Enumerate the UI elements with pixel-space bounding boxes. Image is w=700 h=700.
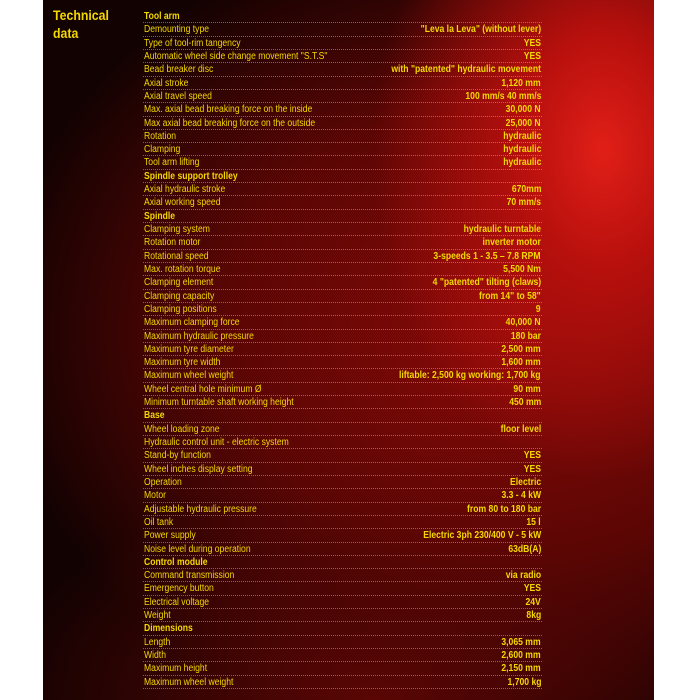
spec-label: Wheel inches display setting <box>144 463 253 475</box>
spec-value: 15 l <box>526 516 541 528</box>
section-title: Spindle <box>144 210 176 222</box>
spec-label: Operation <box>144 476 182 488</box>
spec-value: 3.3 - 4 kW <box>501 490 541 502</box>
spec-label: Minimum turntable shaft working height <box>144 397 294 409</box>
spec-label: Maximum tyre diameter <box>144 343 234 355</box>
spec-label: Electrical voltage <box>144 596 210 608</box>
spec-value: 30,000 N <box>506 104 541 116</box>
spec-row <box>143 516 542 529</box>
spec-row <box>143 676 542 689</box>
spec-row <box>143 290 542 303</box>
spec-value: 1,700 kg <box>507 676 541 688</box>
section-title: Dimensions <box>144 623 193 635</box>
spec-row <box>143 343 542 356</box>
spec-row <box>143 263 542 276</box>
spec-row <box>143 330 542 343</box>
spec-row <box>143 356 542 369</box>
spec-value: 4 "patented" tilting (claws) <box>432 277 541 289</box>
spec-value: from 80 to 180 bar <box>466 503 541 515</box>
spec-row <box>143 77 542 90</box>
spec-label: Maximum height <box>144 663 208 675</box>
spec-row <box>143 662 542 675</box>
spec-row <box>143 37 542 50</box>
spec-label: Maximum tyre width <box>144 357 221 369</box>
spec-row <box>143 50 542 63</box>
spec-label: Automatic wheel side change movement "S.T.S" <box>144 50 328 62</box>
spec-value: 3-speeds 1 - 3.5 – 7.8 RPM <box>433 250 541 262</box>
spec-row <box>143 423 542 436</box>
spec-label: Emergency button <box>144 583 214 595</box>
spec-value: via radio <box>505 570 541 582</box>
spec-row <box>143 649 542 662</box>
section-header <box>143 622 542 635</box>
section-header <box>143 556 542 569</box>
spec-row <box>143 436 542 449</box>
spec-value: 2,150 mm <box>501 663 541 675</box>
section-header <box>143 409 542 422</box>
spec-label: Wheel central hole minimum Ø <box>144 383 262 395</box>
section-header <box>143 10 542 23</box>
spec-value: YES <box>523 37 541 49</box>
spec-row <box>143 449 542 462</box>
spec-value: liftable: 2,500 kg working: 1,700 kg <box>399 370 541 382</box>
spec-value: 2,500 mm <box>501 343 541 355</box>
spec-label: Rotational speed <box>144 250 209 262</box>
spec-value: 100 mm/s 40 mm/s <box>464 90 541 102</box>
spec-row <box>143 103 542 116</box>
spec-value: 3,065 mm <box>501 636 541 648</box>
spec-label: Bead breaker disc <box>144 64 214 76</box>
spec-label: Noise level during operation <box>144 543 251 555</box>
spec-value: hydraulic <box>502 157 541 169</box>
spec-value: with "patented" hydraulic movement <box>391 64 541 76</box>
spec-value: YES <box>523 50 541 62</box>
spec-row <box>143 236 542 249</box>
spec-label: Motor <box>144 490 166 502</box>
spec-value: hydraulic <box>502 130 541 142</box>
spec-row <box>143 529 542 542</box>
spec-value: 5,500 Nm <box>503 263 541 275</box>
spec-row <box>143 316 542 329</box>
spec-label: Wheel loading zone <box>144 423 220 435</box>
spec-label: Max. axial bead breaking force on the inside <box>144 104 313 116</box>
spec-row <box>143 143 542 156</box>
spec-row <box>143 276 542 289</box>
spec-label: Clamping capacity <box>144 290 215 302</box>
spec-label: Hydraulic control unit - electric system <box>144 437 289 448</box>
section-title: Tool arm <box>144 11 180 22</box>
spec-row <box>143 463 542 476</box>
spec-row <box>143 383 542 396</box>
spec-value: 2,600 mm <box>501 650 541 661</box>
spec-row <box>143 250 542 263</box>
spec-label: Clamping system <box>144 224 210 235</box>
spec-row <box>143 636 542 649</box>
page-title: Technical data <box>53 7 109 41</box>
spec-row <box>143 489 542 502</box>
spec-label: Type of tool-rim tangency <box>144 37 241 49</box>
spec-label: Max. rotation torque <box>144 263 221 275</box>
spec-label: Clamping positions <box>144 303 217 315</box>
spec-label: Width <box>144 650 166 661</box>
spec-value: 63dB(A) <box>508 543 541 555</box>
spec-row <box>143 117 542 130</box>
spec-row <box>143 503 542 516</box>
spec-label: Maximum clamping force <box>144 317 240 329</box>
spec-row <box>143 569 542 582</box>
spec-label: Axial stroke <box>144 77 189 89</box>
spec-value: hydraulic <box>502 144 541 156</box>
spec-row <box>143 476 542 489</box>
spec-value: YES <box>523 583 541 595</box>
spec-row <box>143 596 542 609</box>
spec-table <box>143 10 542 689</box>
spec-label: Rotation <box>144 130 177 142</box>
spec-label: Weight <box>144 610 171 622</box>
spec-value: 40,000 N <box>506 317 541 329</box>
spec-label: Maximum wheel weight <box>144 370 234 382</box>
spec-label: Max axial bead breaking force on the outside <box>144 117 316 129</box>
spec-row <box>143 543 542 556</box>
spec-row <box>143 183 542 196</box>
spec-row <box>143 196 542 209</box>
spec-row <box>143 156 542 169</box>
spec-value: 8kg <box>526 610 541 622</box>
section-title: Spindle support trolley <box>144 170 238 182</box>
spec-value: 90 mm <box>513 383 541 395</box>
spec-value: 670mm <box>511 184 541 196</box>
spec-label: Clamping <box>144 144 181 156</box>
spec-value: 70 mm/s <box>506 197 541 209</box>
section-title: Base <box>144 410 165 422</box>
spec-sheet <box>43 0 654 700</box>
spec-value: 9 <box>536 303 541 315</box>
spec-row <box>143 63 542 76</box>
spec-value: inverter motor <box>482 237 541 249</box>
spec-row <box>143 369 542 382</box>
spec-label: Axial hydraulic stroke <box>144 184 226 196</box>
spec-value: 1,120 mm <box>501 77 541 89</box>
spec-value: YES <box>523 463 541 475</box>
spec-row <box>143 303 542 316</box>
spec-label: Command transmission <box>144 570 235 582</box>
spec-row <box>143 396 542 409</box>
spec-value: "Leva la Leva" (without lever) <box>420 24 541 36</box>
spec-value: YES <box>523 450 541 462</box>
section-title: Control module <box>144 556 208 568</box>
spec-row <box>143 609 542 622</box>
spec-value: 25,000 N <box>506 117 541 129</box>
spec-label: Maximum hydraulic pressure <box>144 330 254 342</box>
spec-row <box>143 582 542 595</box>
spec-label: Length <box>144 636 171 648</box>
spec-label: Adjustable hydraulic pressure <box>144 503 257 515</box>
spec-label: Rotation motor <box>144 237 201 249</box>
spec-label: Axial travel speed <box>144 90 212 102</box>
spec-value: Electric <box>509 476 541 488</box>
spec-value: 1,600 mm <box>501 357 541 369</box>
spec-row <box>143 23 542 36</box>
spec-label: Stand-by function <box>144 450 211 462</box>
spec-label: Clamping element <box>144 277 214 289</box>
spec-label: Demounting type <box>144 24 210 36</box>
spec-label: Power supply <box>144 530 196 542</box>
spec-row <box>143 130 542 143</box>
section-header <box>143 170 542 183</box>
spec-value: Electric 3ph 230/400 V - 5 kW <box>422 530 541 542</box>
spec-value: floor level <box>500 423 541 435</box>
spec-row <box>143 223 542 236</box>
spec-value: 180 bar <box>510 330 541 342</box>
spec-value: 450 mm <box>508 397 541 409</box>
spec-label: Tool arm lifting <box>144 157 200 169</box>
section-header <box>143 210 542 223</box>
spec-row <box>143 90 542 103</box>
spec-label: Oil tank <box>144 516 174 528</box>
spec-label: Axial working speed <box>144 197 221 209</box>
spec-value: from 14" to 58" <box>479 290 541 302</box>
spec-value: 24V <box>525 596 541 608</box>
spec-value: hydraulic turntable <box>463 224 541 235</box>
spec-label: Maximum wheel weight <box>144 676 234 688</box>
